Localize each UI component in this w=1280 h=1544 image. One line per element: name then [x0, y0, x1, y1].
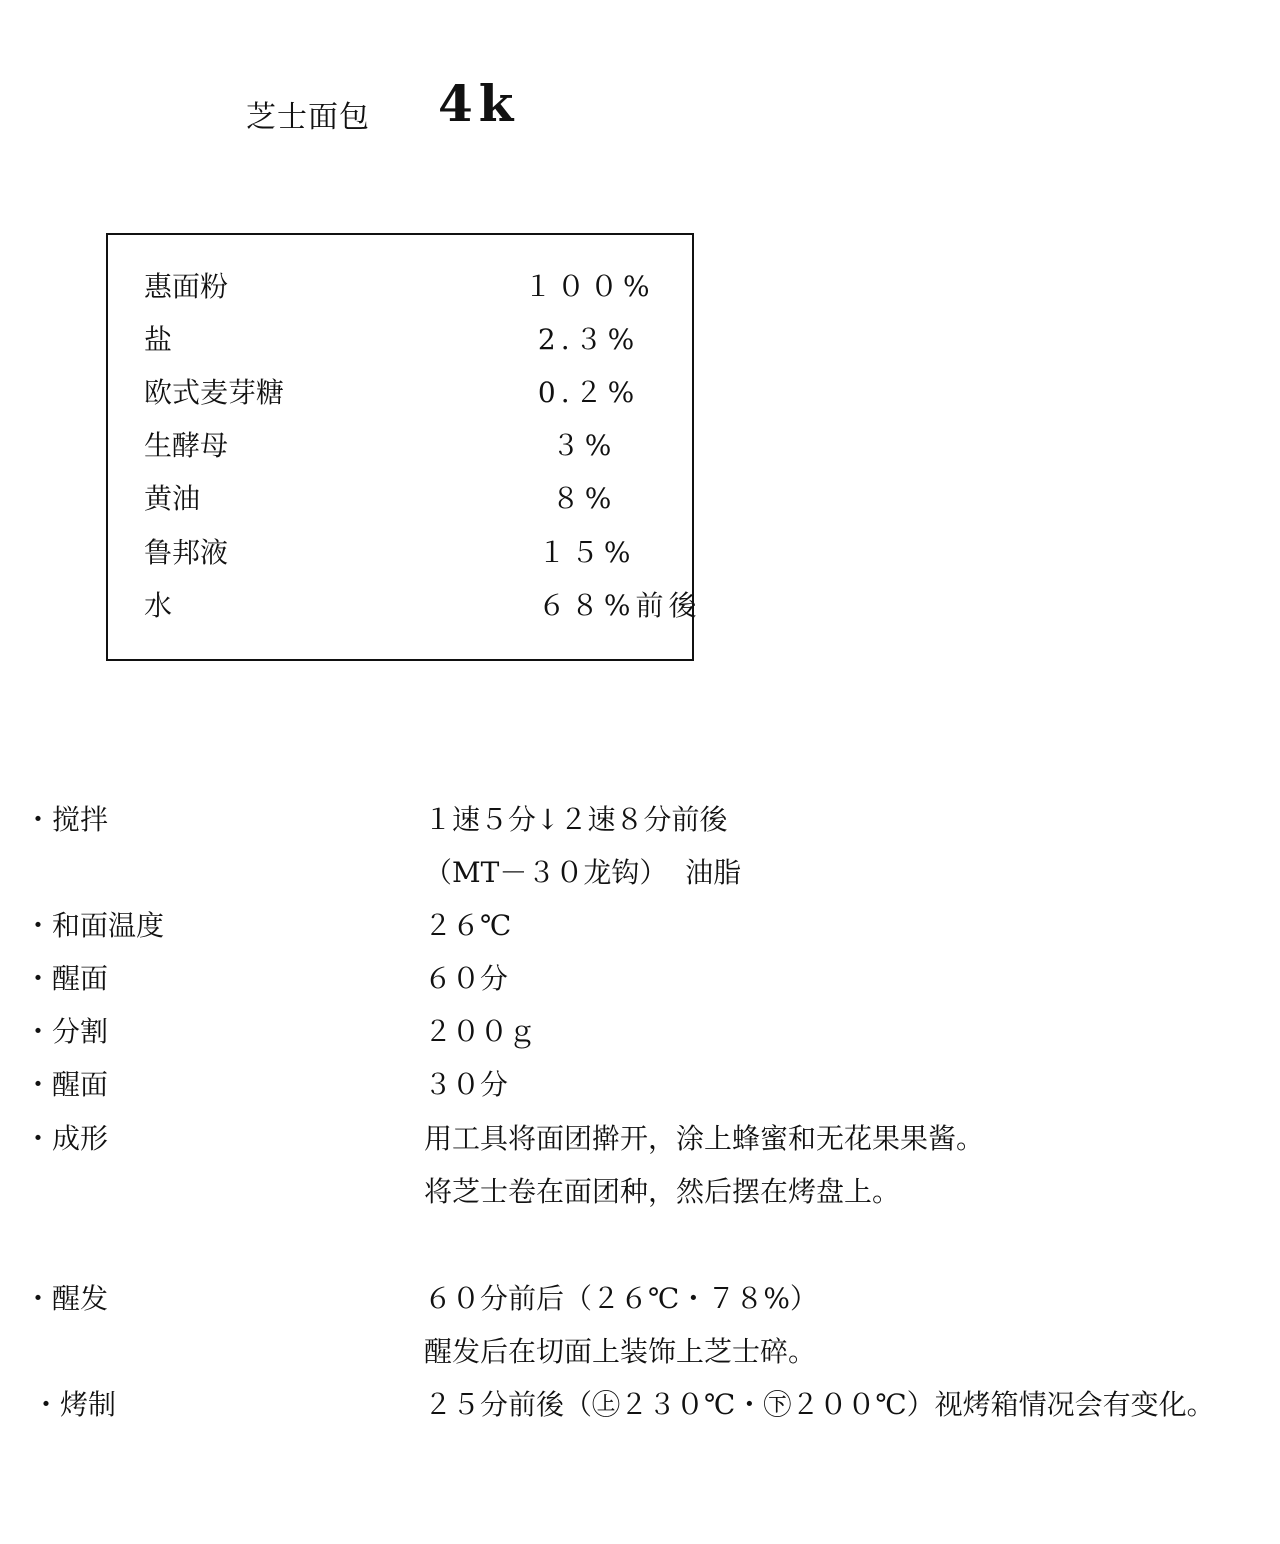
- step-label: ・醒发: [24, 1282, 109, 1315]
- step-label: ・成形: [24, 1122, 109, 1155]
- step-value: ２５分前後（㊤２３０℃・㊦２００℃）视烤箱情况会有变化。: [424, 1388, 1215, 1421]
- step-label: ・分割: [24, 1015, 109, 1048]
- step-value: ２００ｇ: [424, 1015, 537, 1048]
- step-value: ２６℃: [424, 909, 512, 942]
- ingredient-name: 鲁邦液: [144, 536, 229, 569]
- step-value: １速５分↓２速８分前後: [424, 803, 728, 836]
- ingredient-row: [144, 586, 704, 626]
- step-row-divide: [24, 1010, 1274, 1054]
- step-label: ・醒面: [24, 962, 109, 995]
- ingredient-row: [144, 267, 704, 307]
- step-label: ・和面温度: [24, 909, 165, 942]
- ingredient-name: 黄油: [144, 482, 201, 515]
- step-row-proof-note: [24, 1330, 1274, 1374]
- step-row-shaping-note: [24, 1170, 1274, 1214]
- ingredient-row: [144, 479, 704, 519]
- step-value: ３０分: [424, 1068, 509, 1101]
- step-value: ６０分: [424, 962, 509, 995]
- step-value: 用工具将面团擀开，涂上蜂蜜和无花果果酱。: [424, 1122, 985, 1155]
- ingredient-name: 水: [144, 589, 173, 622]
- ingredient-value: １５%: [524, 536, 636, 569]
- step-value: 将芝士卷在面团种，然后摆在烤盘上。: [424, 1175, 901, 1208]
- step-row-bake: [24, 1383, 1274, 1427]
- recipe-title: 芝士面包: [246, 100, 370, 135]
- ingredient-name: 惠面粉: [144, 270, 229, 303]
- ingredient-name: 盐: [144, 323, 173, 356]
- step-value: 醒发后在切面上装饰上芝士碎。: [424, 1335, 817, 1368]
- ingredient-value: ３%: [524, 429, 617, 462]
- step-row-rest1: [24, 957, 1274, 1001]
- step-label: ・醒面: [24, 1068, 109, 1101]
- step-row-dough-temp: [24, 904, 1274, 948]
- ingredient-row: [144, 426, 704, 466]
- ingredient-value: 0.２%: [524, 376, 640, 409]
- batch-size: 4k: [438, 74, 520, 133]
- ingredient-name: 生酵母: [144, 429, 229, 462]
- step-row-mixing: [24, 798, 1274, 842]
- step-row-proof: [24, 1277, 1274, 1321]
- ingredient-value: ８%: [524, 482, 617, 515]
- ingredient-value: １００%: [524, 270, 655, 303]
- step-value: （MT－３０龙钩） 油脂: [424, 856, 742, 889]
- ingredient-row: [144, 320, 704, 360]
- step-row-mixing-note: [24, 851, 1274, 895]
- step-label: ・搅拌: [24, 803, 109, 836]
- ingredient-row: [144, 533, 704, 573]
- step-label: ・烤制: [32, 1388, 117, 1421]
- step-row-rest2: [24, 1063, 1274, 1107]
- ingredient-row: [144, 373, 704, 413]
- ingredient-name: 欧式麦芽糖: [144, 376, 285, 409]
- ingredient-value: 2.３%: [524, 323, 640, 356]
- step-row-shaping: [24, 1117, 1274, 1161]
- step-value: ６０分前后（２６℃・７８%）: [424, 1282, 818, 1315]
- ingredient-value: ６８%前後: [524, 589, 702, 622]
